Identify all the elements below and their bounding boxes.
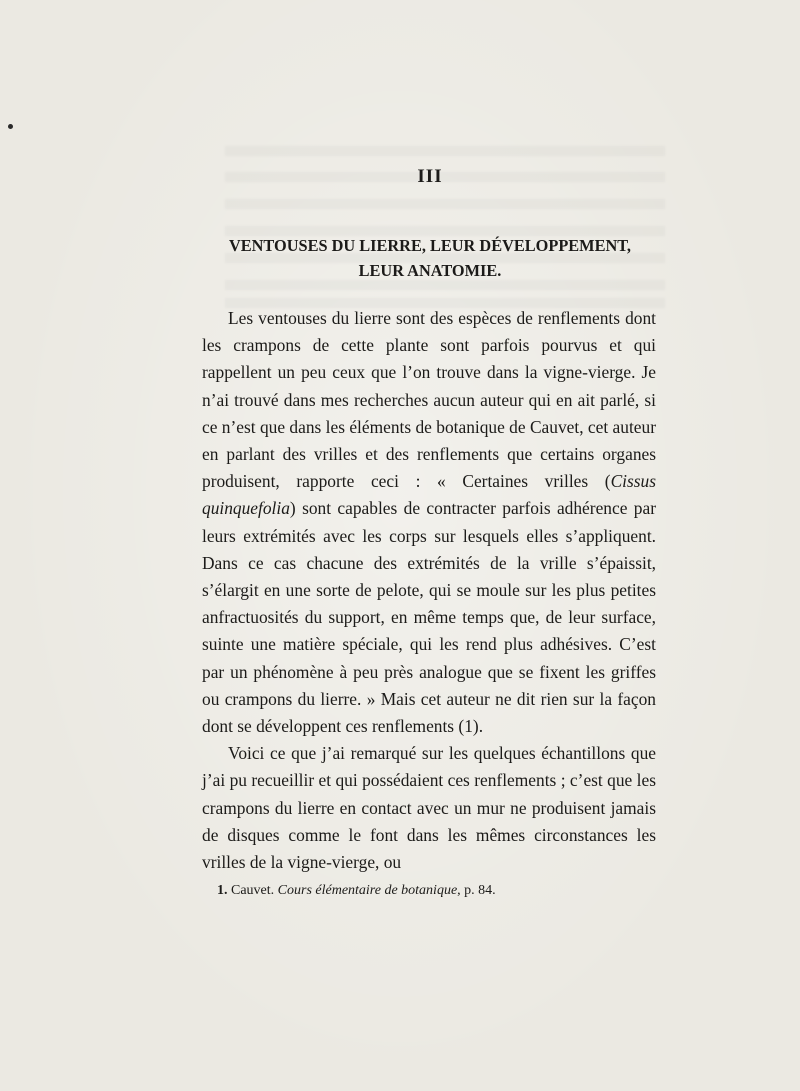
paragraph-1 — [202, 305, 656, 740]
section-title: VENTOUSES DU LIERRE, LEUR DÉVELOPPEMENT, LEUR ANATOMIE. — [228, 236, 632, 280]
footnote — [217, 883, 496, 899]
footnote-source: Cours élémentaire de botanique — [277, 883, 458, 898]
paragraph-1-text-before: Les ventouses du lierre sont des espèces de renflements dont les crampons de cette plante sont parfois pourvus et qui rappellent un peu ceux que l’on trouve dans la vigne-vierge. Je n’ai trouvé dans mes recherches aucun auteur qui en ait parlé, si ce n’est que dans les éléments de botanique de Cauvet, cet auteur en parlant des vrilles et des renflements que certains organes produisent, rapporte ceci : « Certaines vrilles ( — [202, 308, 656, 492]
footnote-author: Cauvet. — [231, 883, 275, 898]
paragraph-2: Voici ce que j’ai remarqué sur les quelques échantillons que j’ai pu recueillir et qui possédaient ces renflements ; c’est que les crampons du lierre en contact avec un mur ne produisent jamais de disques comme le font dans les mêmes circonstances les vrilles de la vigne-vierge, ou — [202, 743, 656, 873]
footnote-number: 1. — [217, 883, 228, 898]
footnote-page: , p. 84. — [457, 883, 496, 898]
body-text — [202, 305, 656, 876]
ink-speck — [8, 124, 13, 129]
species-name: Cissus quinquefolia — [202, 471, 656, 519]
paragraph-1-text-after: ) sont capables de contracter parfois adhérence par leurs extrémités avec les corps sur lesquels elles s’appliquent. Dans ce cas chacune des extrémités de la vrille s’épaissit, s’élargit en une sorte de pelote, qui se moule sur les plus petites anfractuosités du support, en même temps que, de leur surface, suinte une matière spéciale, qui les rend plus adhésives. C’est par un phénomène à peu près analogue que se fixent les griffes ou crampons du lierre. » Mais cet auteur ne dit rien sur la façon dont se développent ces renflements (1). — [202, 498, 656, 737]
section-number: III — [417, 166, 443, 187]
